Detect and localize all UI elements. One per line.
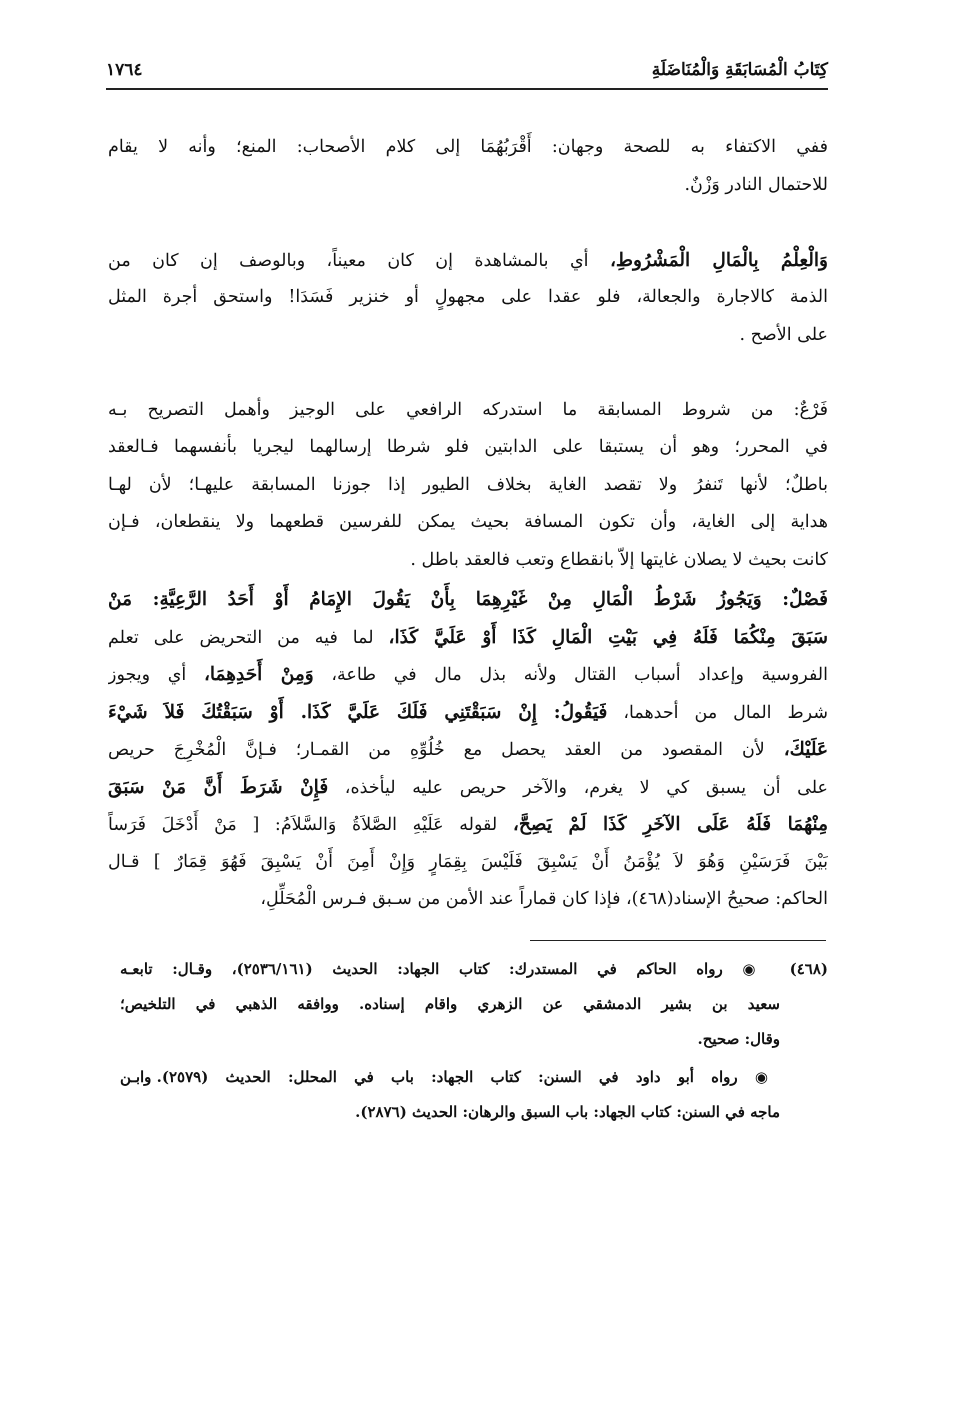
text-line (108, 429, 828, 467)
commentary-text: لقوله عَلَيْهِ الصَّلاَةُ وَالسَّلاَمُ: [ مَنْ أَدْخَلَ فَرَساً (108, 815, 513, 835)
matn-text: عَلَيْكَ، (783, 739, 828, 760)
commentary-text: أي ويجوز (108, 665, 204, 685)
page-number: ١٧٦٤ (106, 60, 143, 80)
commentary-text: لأن المقصود من العقد يحصل مع خُلُوِّهِ من القمـار؛ فـإنَّ الْمُخْرِجَ حريص (108, 740, 784, 760)
text-line (108, 581, 828, 619)
footnotes (120, 952, 828, 1130)
commentary-text: الفروسية وإعداد أسباب القتال ولأنه بذل مال في طاعة، (313, 665, 828, 685)
matn-text: وَمِنْ أَحَدِهِمَا، (203, 664, 314, 685)
commentary-text: هداية إلى الغاية، وأن تكون المسافة بحيث يمكن للفرسين قطعهما ولا ينقطعان، فـإن (108, 512, 828, 532)
main-text (108, 129, 828, 956)
text-line (108, 619, 828, 657)
commentary-text: فَرْعٌ: من شروط المسابقة ما استدركه الرافعي على الوجيز وأهمل التصريح بـه (108, 399, 828, 420)
commentary-text: الحاكم: صحيحُ الإسناد(٤٦٨)، فإذا كان قماراً عند الأمن من سـبق فـرس الْمُحَلِّلِ، (260, 889, 828, 909)
commentary-text: لما فيه من التحريض على تعلم (108, 627, 389, 648)
commentary-text: الذمة كالاجارة والجعالة، فلو عقدا على مجهولٍ أو خنزير فَسَدَا! واستحق أجرة المثل (108, 287, 828, 307)
text-line (108, 844, 828, 882)
text-line (108, 656, 828, 694)
matn-text: مِنْهُمَا فَلَهُ عَلَى الآخَرِ كَذَا لَمْ يَصِحَّ، (512, 814, 828, 835)
commentary-text: على أن يسبق كي لا يغرم، والآخر حريص عليه ليأخذه، (328, 777, 828, 798)
commentary-text: كانت بحيث لا يصلان غايتها إلاّ بانقطاع وتعب فالعقد باطل . (410, 549, 828, 570)
text-line (108, 504, 828, 542)
footnote-line: وقال: صحيح. (697, 1030, 780, 1048)
commentary-text: باطلٌ؛ لأنها تَنفرُ ولا تقصد الغاية بخلاف الطيور إذا جوزنا المسابقة عليهـا؛ لأن لهـا (108, 474, 828, 495)
text-line (108, 806, 828, 844)
commentary-text: أي بالمشاهدة إن كان معيناً، وبالوصف إن كان من (108, 250, 610, 271)
text-line (108, 392, 828, 430)
text-line (108, 279, 828, 317)
text-line (108, 467, 828, 505)
footnote-line: (٤٦٨) ◉ رواه الحاكم في المستدرك: كتاب الجهاد: الحديث (٢٥٣٦/١٦١)، وقـال: تابعـه (120, 960, 828, 978)
commentary-text: ففي الاكتفاء به للصحة وجهان: أَقْرَبُهُمَا إلى كلام الأصحاب: المنع؛ وأنه لا يقام (108, 137, 828, 157)
text-line (108, 317, 828, 355)
footnote-line: ◉ رواه أبو داود في السنن: كتاب الجهاد: باب في المحلل: الحديث (٢٥٧٩). وابـن (120, 1068, 780, 1086)
text-line (108, 769, 828, 807)
matn-text: فَيَقُولُ: إِنْ سَبَقْتَنِي فَلَكَ عَلَيَّ كَذَا. أَوْ سَبَقْتُكَ فَلاَ شَيْءَ (108, 701, 608, 723)
footnote-line: ماجه في السنن: كتاب الجهاد: باب السبق والرهان: الحديث (٢٨٧٦). (355, 1103, 780, 1121)
text-line (108, 129, 828, 167)
text-line (108, 694, 828, 732)
footnote-line: سعيد بن بشير الدمشقي عن الزهري واقام إسناده. ووافقه الذهبي في التلخيص؛ (120, 995, 780, 1013)
text-line (108, 542, 828, 580)
commentary-text: على الأصح . (739, 324, 828, 345)
paragraph (108, 392, 828, 580)
footnote-divider (530, 940, 826, 941)
matn-text: سَبَقَ مِنْكُمَا فَلَهُ فِي بَيْتِ الْمَالِ كَذَا أَوْ عَلَيَّ كَذَا، (388, 626, 828, 648)
paragraph (108, 129, 828, 204)
paragraph (108, 242, 828, 355)
paragraph (108, 581, 828, 919)
commentary-text: في المحرر؛ وهو أن يستبقا على الدابتين فلو شرطا إرسالهما ليجريا بأنفسهما فـالعقد (108, 437, 828, 457)
matn-text: وَالْعِلْمُ بِالْمَالِ الْمَشْرُوطِ، (609, 249, 828, 271)
text-line (108, 167, 828, 205)
commentary-text: للاحتمال النادر وَزْنٌ. (684, 174, 828, 195)
commentary-text: بَيْنَ فَرَسَيْنِ وَهُوَ لاَ يُؤْمَنُ أَنْ يَسْبِقَ فَلَيْسَ بِقِمَارٍ وَإِنْ أَمِنَ أَنْ يَسْبِقَ فَهُوَ قِمَارٌ ] قـال (108, 851, 828, 872)
text-line (108, 881, 828, 919)
running-header (106, 58, 828, 90)
matn-text: فَصْلٌ: وَيَجُوزُ شَرْطُ الْمَالِ مِنْ غَيْرِهِمَا بِأَنْ يَقُولَ الإِمَامُ أَوْ أَحَدُ الرَّعِيَّةِ: مَنْ (108, 589, 828, 610)
commentary-text: شرط المال من أحدهما، (607, 702, 828, 723)
text-line (108, 242, 828, 280)
matn-text: فَإِنْ شَرَطَ أَنَّ مَنْ سَبَقَ (108, 776, 329, 798)
text-line (108, 731, 828, 769)
chapter-title: كِتَابُ الْمُسَابَقَةِ وَالْمُنَاضَلَةِ (651, 60, 828, 80)
